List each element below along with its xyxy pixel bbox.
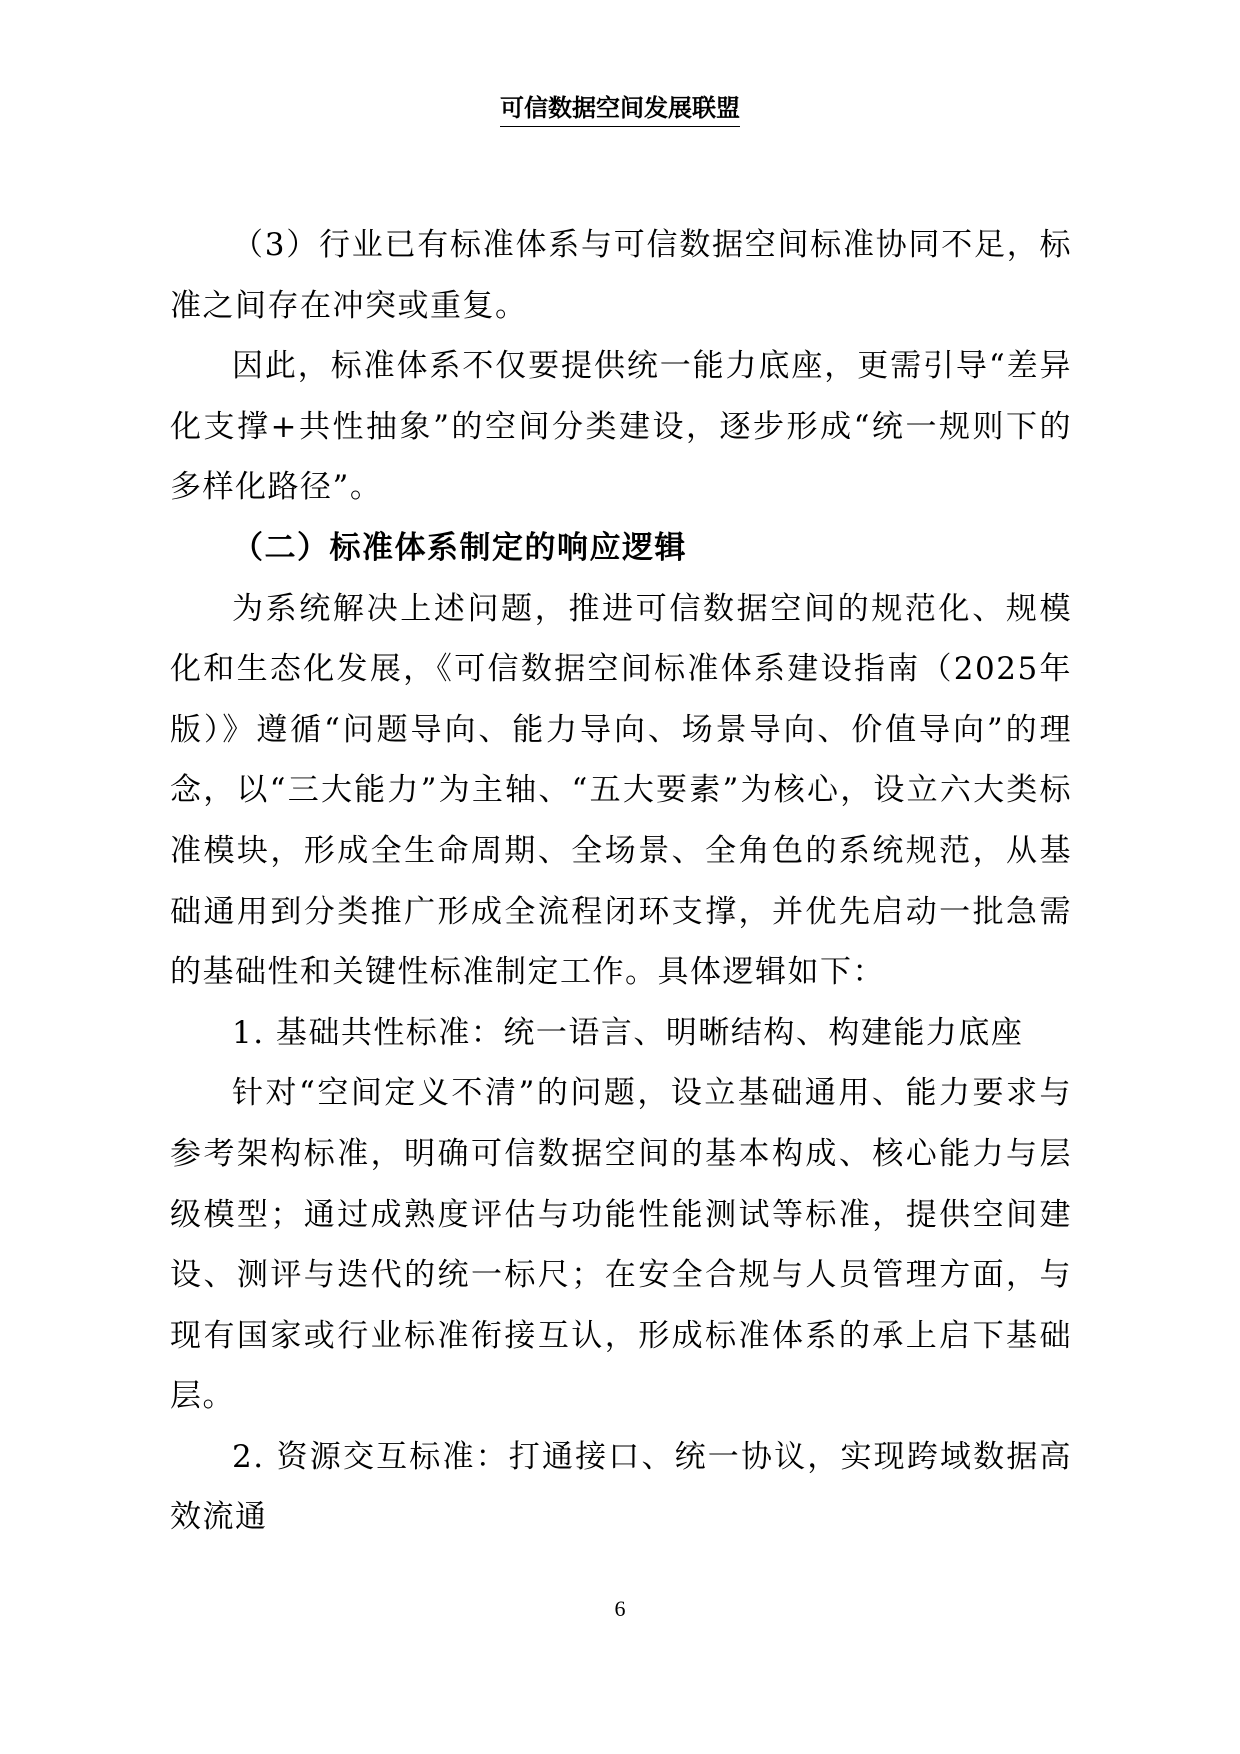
page-header xyxy=(0,88,1240,123)
item-1-text: 针对“空间定义不清”的问题，设立基础通用、能力要求与参考架构标准，明确可信数据空间的基本构成、核心能力与层级模型；通过成熟度评估与功能性能测试等标准，提供空间建设、测评与迭代的统一标尺；在安全合规与人员管理方面，与现有国家或行业标准衔接互认，形成标准体系的承上启下基础层。 xyxy=(170,1075,1072,1415)
item-2-title: 2. 资源交互标准：打通接口、统一协议，实现跨域数据高效流通 xyxy=(170,1438,1072,1536)
page-number: 6 xyxy=(614,1596,626,1621)
body-text xyxy=(170,215,1072,1548)
paragraph-2: 因此，标准体系不仅要提供统一能力底座，更需引导“差异化支撑+共性抽象”的空间分类建设，逐步形成“统一规则下的多样化路径”。 xyxy=(170,348,1072,506)
item-1-title: 1. 基础共性标准：统一语言、明晰结构、构建能力底座 xyxy=(232,1014,1024,1051)
header-title: 可信数据空间发展联盟 xyxy=(500,93,740,127)
paragraph-1: （3）行业已有标准体系与可信数据空间标准协同不足，标准之间存在冲突或重复。 xyxy=(170,227,1072,324)
section-heading: （二）标准体系制定的响应逻辑 xyxy=(232,529,687,566)
section-intro: 为系统解决上述问题，推进可信数据空间的规范化、规模化和生态化发展，《可信数据空间标准体系建设指南（2025年版）》遵循“问题导向、能力导向、场景导向、价值导向”的理念，以“三大能力”为主轴、“五大要素”为核心，设立六大类标准模块，形成全生命周期、全场景、全角色的系统规范，从基础通用到分类推广形成全流程闭环支撑，并优先启动一批急需的基础性和关键性标准制定工作。具体逻辑如下： xyxy=(170,590,1072,991)
